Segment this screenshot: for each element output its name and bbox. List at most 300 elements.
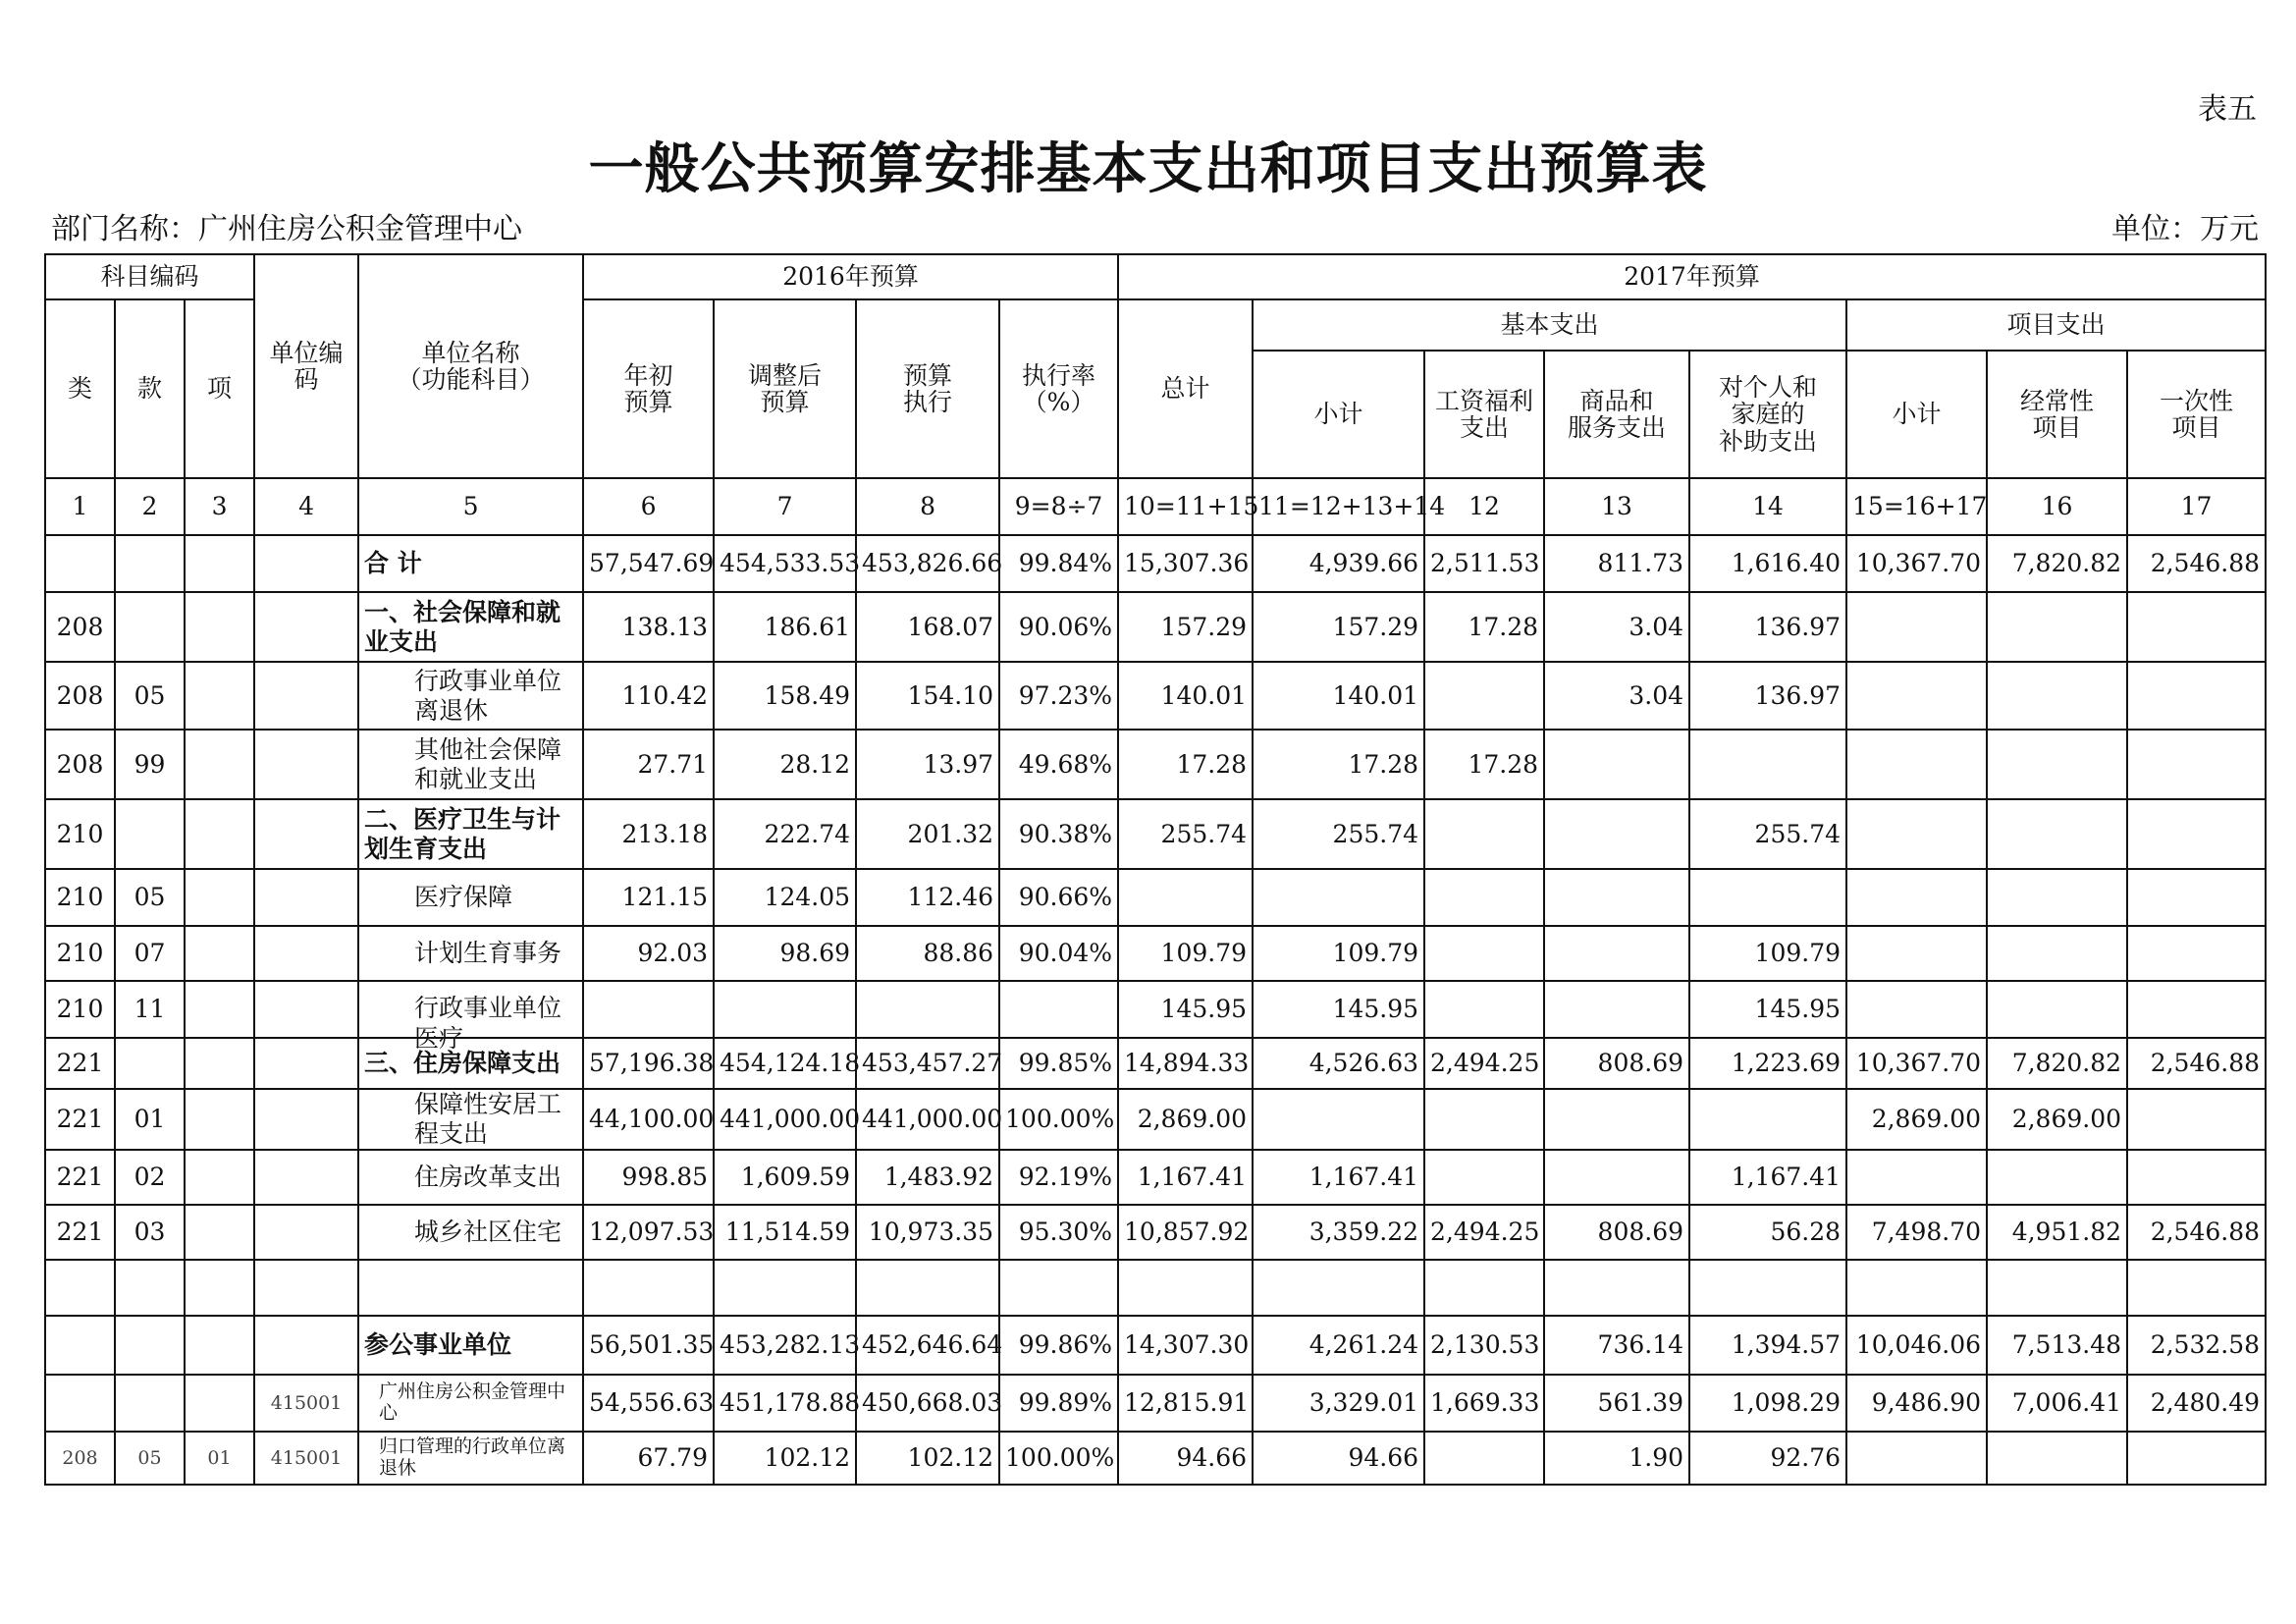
table-row [45,1089,2266,1150]
xiang-cell [185,1089,254,1150]
xiang-cell [185,592,254,662]
table-row [45,926,2266,981]
value-cell: 3,329.01 [1253,1375,1424,1432]
value-cell: 7,820.82 [1987,1038,2127,1089]
unit-code-cell: 415001 [254,1432,358,1485]
xiang-cell [185,1150,254,1205]
value-cell [1424,799,1544,869]
value-cell: 441,000.00 [714,1089,856,1150]
unit-code-cell [254,1150,358,1205]
value-cell: 1,669.33 [1424,1375,1544,1432]
value-cell [1424,1089,1544,1150]
value-cell: 99.89% [999,1375,1118,1432]
one-time-project-header: 一次性 项目 [2127,351,2266,478]
basic-expenditure-header: 基本支出 [1253,299,1846,351]
unit-code-cell [254,1038,358,1089]
value-cell: 441,000.00 [856,1089,999,1150]
value-cell: 561.39 [1544,1375,1689,1432]
unit-name-cell [358,926,583,981]
personal-subsidy-header: 对个人和 家庭的 补助支出 [1689,351,1846,478]
value-cell [1544,981,1689,1038]
value-cell [2127,1432,2266,1485]
table-row [45,1038,2266,1089]
value-cell: 10,857.92 [1118,1205,1253,1260]
col-number: 10=11+15 [1118,478,1253,535]
value-cell [1987,730,2127,799]
value-cell [1689,869,1846,926]
value-cell: 158.49 [714,662,856,730]
value-cell: 453,282.13 [714,1316,856,1375]
lei-cell: 208 [45,1432,115,1485]
col-number: 7 [714,478,856,535]
value-cell [1846,799,1987,869]
unit-label: 单位：万元 [2111,212,2259,246]
project-expenditure-header: 项目支出 [1846,299,2266,351]
unit-code-cell [254,1089,358,1150]
xiang-cell [185,535,254,592]
value-cell: 451,178.88 [714,1375,856,1432]
value-cell [2127,1150,2266,1205]
value-cell [1689,1260,1846,1316]
kuan-cell: 05 [115,869,185,926]
col-number: 11=12+13+14 [1253,478,1424,535]
table-row [45,1316,2266,1375]
value-cell: 145.95 [1689,981,1846,1038]
value-cell [1118,1260,1253,1316]
value-cell: 808.69 [1544,1038,1689,1089]
value-cell: 17.28 [1424,592,1544,662]
value-cell: 1.90 [1544,1432,1689,1485]
value-cell: 157.29 [1253,592,1424,662]
value-cell: 56,501.35 [583,1316,714,1375]
value-cell: 1,483.92 [856,1150,999,1205]
unit-code-header: 单位编码 [254,254,358,478]
col-number: 8 [856,478,999,535]
value-cell: 1,167.41 [1253,1150,1424,1205]
value-cell [1987,1150,2127,1205]
value-cell [1846,1260,1987,1316]
value-cell [2127,1089,2266,1150]
total-header: 总计 [1118,299,1253,478]
value-cell: 14,307.30 [1118,1316,1253,1375]
value-cell: 1,616.40 [1689,535,1846,592]
kuan-cell [115,1038,185,1089]
value-cell: 28.12 [714,730,856,799]
value-cell: 90.38% [999,799,1118,869]
budget-2017-header: 2017年预算 [1118,254,2266,299]
unit-code-cell [254,869,358,926]
lei-cell: 210 [45,799,115,869]
value-cell [583,1260,714,1316]
value-cell: 98.69 [714,926,856,981]
value-cell [1846,869,1987,926]
unit-code-cell [254,1260,358,1316]
kuan-cell: 07 [115,926,185,981]
value-cell [1544,1150,1689,1205]
value-cell: 102.12 [856,1432,999,1485]
value-cell: 136.97 [1689,662,1846,730]
value-cell: 17.28 [1424,730,1544,799]
value-cell: 11,514.59 [714,1205,856,1260]
value-cell [1424,1432,1544,1485]
unit-name-cell [358,1260,583,1316]
value-cell: 1,167.41 [1689,1150,1846,1205]
value-cell [1424,1260,1544,1316]
value-cell [1846,981,1987,1038]
value-cell: 138.13 [583,592,714,662]
value-cell [1846,730,1987,799]
value-cell [1846,926,1987,981]
value-cell: 49.68% [999,730,1118,799]
value-cell: 7,006.41 [1987,1375,2127,1432]
unit-name-header: 单位名称 （功能科目） [358,254,583,478]
value-cell: 140.01 [1118,662,1253,730]
value-cell [1544,1260,1689,1316]
value-cell: 452,646.64 [856,1316,999,1375]
value-cell: 2,494.25 [1424,1205,1544,1260]
value-cell: 168.07 [856,592,999,662]
value-cell [2127,926,2266,981]
value-cell [1846,1432,1987,1485]
project-subtotal-header: 小计 [1846,351,1987,478]
xiang-header: 项 [185,299,254,478]
value-cell [999,981,1118,1038]
value-cell: 2,546.88 [2127,535,2266,592]
value-cell: 10,367.70 [1846,1038,1987,1089]
unit-name-text: 三、住房保障支出 [364,1049,561,1078]
value-cell [2127,799,2266,869]
unit-code-cell [254,981,358,1038]
xiang-cell [185,869,254,926]
xiang-cell [185,799,254,869]
col-number: 2 [115,478,185,535]
value-cell: 10,973.35 [856,1205,999,1260]
xiang-cell [185,1038,254,1089]
table-row [45,535,2266,592]
value-cell: 12,097.53 [583,1205,714,1260]
value-cell: 109.79 [1253,926,1424,981]
lei-header: 类 [45,299,115,478]
value-cell: 99.85% [999,1038,1118,1089]
lei-cell [45,1316,115,1375]
col-number: 13 [1544,478,1689,535]
lei-cell [45,1375,115,1432]
value-cell [2127,592,2266,662]
goods-services-header: 商品和 服务支出 [1544,351,1689,478]
col-number: 14 [1689,478,1846,535]
value-cell [714,981,856,1038]
value-cell [1424,869,1544,926]
value-cell: 2,869.00 [1987,1089,2127,1150]
col-number: 9=8÷7 [999,478,1118,535]
kuan-cell [115,535,185,592]
value-cell [1424,981,1544,1038]
unit-name-cell: 保障性安居工程支出 [358,1089,583,1150]
value-cell: 124.05 [714,869,856,926]
value-cell [1987,662,2127,730]
kuan-cell [115,1316,185,1375]
value-cell: 157.29 [1118,592,1253,662]
lei-cell [45,1260,115,1316]
value-cell: 90.06% [999,592,1118,662]
value-cell: 95.30% [999,1205,1118,1260]
unit-code-cell [254,730,358,799]
value-cell: 255.74 [1689,799,1846,869]
unit-name-cell [358,1150,583,1205]
lei-cell: 210 [45,926,115,981]
value-cell: 2,869.00 [1846,1089,1987,1150]
lei-cell: 221 [45,1205,115,1260]
unit-name-cell: 参公事业单位 [358,1316,583,1375]
unit-name-cell: 行政事业单位离退休 [358,662,583,730]
value-cell: 7,513.48 [1987,1316,2127,1375]
value-cell: 90.66% [999,869,1118,926]
lei-cell: 221 [45,1038,115,1089]
value-cell [583,981,714,1038]
budget-execution-header: 预算 执行 [856,299,999,478]
value-cell [1689,1089,1846,1150]
xiang-cell [185,926,254,981]
value-cell: 154.10 [856,662,999,730]
value-cell [2127,730,2266,799]
value-cell: 2,532.58 [2127,1316,2266,1375]
unit-name-cell [358,1205,583,1260]
unit-name-text: 城乡社区住宅 [414,1218,562,1247]
xiang-cell [185,981,254,1038]
value-cell [1987,799,2127,869]
initial-budget-header: 年初 预算 [583,299,714,478]
table-row [45,662,2266,730]
value-cell [1987,926,2127,981]
value-cell: 453,826.66 [856,535,999,592]
execution-rate-header: 执行率 （%） [999,299,1118,478]
table-row [45,981,2266,1038]
value-cell: 92.03 [583,926,714,981]
budget-table [44,253,2267,1486]
kuan-cell: 05 [115,1432,185,1485]
value-cell: 54,556.63 [583,1375,714,1432]
col-number: 15=16+17 [1846,478,1987,535]
value-cell: 109.79 [1689,926,1846,981]
unit-name-cell [358,981,583,1054]
value-cell: 94.66 [1118,1432,1253,1485]
value-cell: 14,894.33 [1118,1038,1253,1089]
unit-name-text: 计划生育事务 [414,939,562,968]
value-cell [1987,1260,2127,1316]
value-cell: 2,130.53 [1424,1316,1544,1375]
value-cell: 255.74 [1253,799,1424,869]
value-cell: 1,223.69 [1689,1038,1846,1089]
value-cell [2127,662,2266,730]
table-row [45,1150,2266,1205]
value-cell [1846,1150,1987,1205]
value-cell [1424,662,1544,730]
value-cell: 13.97 [856,730,999,799]
value-cell: 94.66 [1253,1432,1424,1485]
value-cell: 2,480.49 [2127,1375,2266,1432]
table-row [45,1205,2266,1260]
unit-code-cell [254,1205,358,1260]
value-cell: 90.04% [999,926,1118,981]
column-number-row [45,478,2266,535]
lei-cell: 208 [45,592,115,662]
value-cell: 4,951.82 [1987,1205,2127,1260]
col-number: 12 [1424,478,1544,535]
xiang-cell [185,1205,254,1260]
lei-cell: 208 [45,730,115,799]
value-cell: 450,668.03 [856,1375,999,1432]
xiang-cell: 01 [185,1432,254,1485]
value-cell: 454,533.53 [714,535,856,592]
value-cell [1846,662,1987,730]
unit-name-cell: 其他社会保障和就业支出 [358,730,583,799]
value-cell [1987,981,2127,1038]
kuan-cell [115,1375,185,1432]
value-cell: 3,359.22 [1253,1205,1424,1260]
kuan-cell: 05 [115,662,185,730]
unit-code-cell [254,926,358,981]
value-cell: 2,869.00 [1118,1089,1253,1150]
value-cell: 99.86% [999,1316,1118,1375]
value-cell [1987,1432,2127,1485]
value-cell: 453,457.27 [856,1038,999,1089]
value-cell [1544,926,1689,981]
table-row [45,730,2266,799]
basic-subtotal-header: 小计 [1253,351,1424,478]
unit-code-cell [254,799,358,869]
value-cell: 201.32 [856,799,999,869]
value-cell: 121.15 [583,869,714,926]
table-row [45,592,2266,662]
value-cell: 736.14 [1544,1316,1689,1375]
value-cell [2127,981,2266,1038]
lei-cell: 208 [45,662,115,730]
value-cell: 1,098.29 [1689,1375,1846,1432]
table-row [45,799,2266,869]
value-cell: 140.01 [1253,662,1424,730]
value-cell [1987,869,2127,926]
value-cell: 100.00% [999,1089,1118,1150]
value-cell: 2,546.88 [2127,1038,2266,1089]
value-cell: 88.86 [856,926,999,981]
value-cell: 3.04 [1544,592,1689,662]
unit-name-cell: 归口管理的行政单位离退休 [358,1432,583,1485]
value-cell: 10,367.70 [1846,535,1987,592]
xiang-cell [185,730,254,799]
value-cell [1544,1089,1689,1150]
header-row-1 [45,254,2266,299]
unit-name-cell: 医疗保障 [358,869,583,926]
value-cell: 99.84% [999,535,1118,592]
value-cell: 454,124.18 [714,1038,856,1089]
adjusted-budget-header: 调整后 预算 [714,299,856,478]
value-cell: 2,546.88 [2127,1205,2266,1260]
value-cell: 808.69 [1544,1205,1689,1260]
value-cell: 145.95 [1118,981,1253,1038]
unit-name-text: 行政事业单位医疗 [414,994,562,1054]
unit-code-cell [254,1316,358,1375]
value-cell: 186.61 [714,592,856,662]
kuan-cell: 02 [115,1150,185,1205]
value-cell: 3.04 [1544,662,1689,730]
value-cell: 4,939.66 [1253,535,1424,592]
value-cell: 7,498.70 [1846,1205,1987,1260]
value-cell: 9,486.90 [1846,1375,1987,1432]
kuan-cell [115,592,185,662]
value-cell [1544,869,1689,926]
department-name: 部门名称：广州住房公积金管理中心 [51,212,522,246]
wage-welfare-header: 工资福利 支出 [1424,351,1544,478]
unit-name-cell: 二、医疗卫生与计划生育支出 [358,799,583,869]
value-cell: 7,820.82 [1987,535,2127,592]
lei-cell: 221 [45,1089,115,1150]
unit-code-cell [254,535,358,592]
kuan-header: 款 [115,299,185,478]
value-cell: 92.76 [1689,1432,1846,1485]
value-cell: 12,815.91 [1118,1375,1253,1432]
value-cell: 1,167.41 [1118,1150,1253,1205]
col-number: 3 [185,478,254,535]
value-cell [999,1260,1118,1316]
col-number: 6 [583,478,714,535]
value-cell: 2,511.53 [1424,535,1544,592]
value-cell [1987,592,2127,662]
value-cell [2127,869,2266,926]
value-cell [1118,869,1253,926]
value-cell: 255.74 [1118,799,1253,869]
value-cell: 27.71 [583,730,714,799]
unit-name-cell: 一、社会保障和就业支出 [358,592,583,662]
value-cell: 100.00% [999,1432,1118,1485]
value-cell: 56.28 [1689,1205,1846,1260]
value-cell: 17.28 [1118,730,1253,799]
budget-2016-header: 2016年预算 [583,254,1118,299]
value-cell: 109.79 [1118,926,1253,981]
value-cell: 92.19% [999,1150,1118,1205]
value-cell: 15,307.36 [1118,535,1253,592]
col-number: 1 [45,478,115,535]
col-number: 5 [358,478,583,535]
col-number: 16 [1987,478,2127,535]
value-cell: 222.74 [714,799,856,869]
value-cell: 1,394.57 [1689,1316,1846,1375]
value-cell: 57,547.69 [583,535,714,592]
value-cell: 998.85 [583,1150,714,1205]
kuan-cell [115,1260,185,1316]
value-cell [1253,1089,1424,1150]
value-cell [1424,1150,1544,1205]
value-cell [1846,592,1987,662]
value-cell [1253,1260,1424,1316]
lei-cell [45,535,115,592]
value-cell [714,1260,856,1316]
unit-name-cell: 广州住房公积金管理中心 [358,1375,583,1432]
value-cell: 1,609.59 [714,1150,856,1205]
value-cell [1253,869,1424,926]
xiang-cell [185,1316,254,1375]
subject-code-header: 科目编码 [45,254,254,299]
value-cell: 2,494.25 [1424,1038,1544,1089]
table-row [45,1432,2266,1485]
value-cell: 811.73 [1544,535,1689,592]
xiang-cell [185,1260,254,1316]
value-cell [2127,1260,2266,1316]
value-cell: 17.28 [1253,730,1424,799]
value-cell [856,1260,999,1316]
value-cell: 97.23% [999,662,1118,730]
table-row [45,869,2266,926]
unit-name-cell: 合 计 [358,535,583,592]
